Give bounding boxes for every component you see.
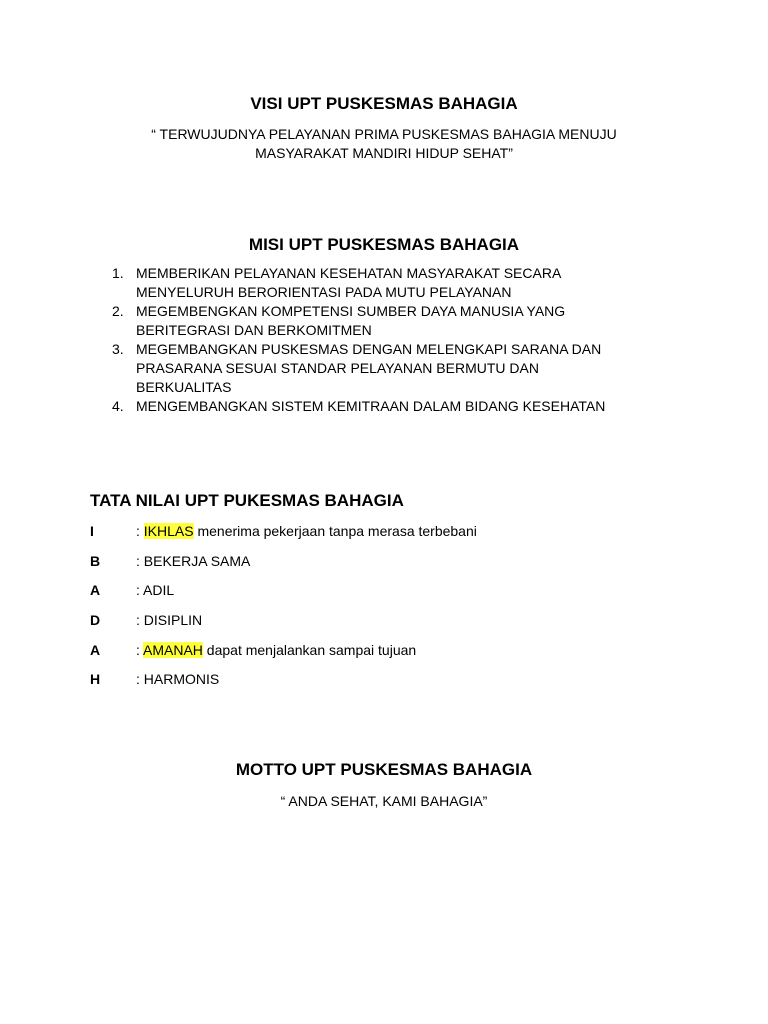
misi-item-line: MENYELURUH BERORIENTASI PADA MUTU PELAYANAN	[136, 284, 512, 300]
tata-nilai-prefix: : ADIL	[136, 582, 175, 598]
misi-item-line: MEMBERIKAN PELAYANAN KESEHATAN MASYARAKAT SECARA	[136, 265, 562, 281]
misi-item-number: 2.	[112, 303, 124, 319]
tata-nilai-letter: I	[90, 523, 94, 539]
tata-nilai-rest: menerima pekerjaan tanpa merasa terbebani	[193, 523, 477, 539]
tata-nilai-highlight: IKHLAS	[143, 523, 194, 539]
misi-item-2	[108, 302, 668, 340]
motto-quote: “ ANDA SEHAT, KAMI BAHAGIA”	[280, 793, 488, 809]
misi-item-line: BERITEGRASI DAN BERKOMITMEN	[136, 322, 372, 338]
tata-nilai-prefix: : BEKERJA SAMA	[136, 553, 251, 569]
tata-nilai-letter: A	[90, 582, 101, 598]
visi-quote-line-2: MASYARAKAT MANDIRI HIDUP SEHAT”	[255, 145, 513, 161]
tata-nilai-letter: H	[90, 671, 101, 687]
misi-list	[108, 264, 668, 416]
misi-title: MISI UPT PUSKESMAS BAHAGIA	[248, 235, 520, 254]
tata-nilai-letter: B	[90, 553, 101, 569]
tata-nilai-row	[90, 552, 690, 572]
misi-item-3	[108, 340, 668, 397]
tata-nilai-row	[90, 581, 690, 601]
misi-item-number: 4.	[112, 398, 124, 414]
tata-nilai-row	[90, 611, 690, 631]
tata-nilai-rest: dapat menjalankan sampai tujuan	[202, 642, 417, 658]
tata-nilai-highlight: AMANAH	[143, 642, 203, 658]
tata-nilai-prefix: : HARMONIS	[136, 671, 220, 687]
motto-title: MOTTO UPT PUSKESMAS BAHAGIA	[235, 760, 533, 779]
tata-nilai-row	[90, 641, 690, 661]
misi-item-1	[108, 264, 668, 302]
misi-item-line: PRASARANA SESUAI STANDAR PELAYANAN BERMUTU DAN	[136, 360, 539, 376]
misi-item-line: BERKUALITAS	[136, 379, 232, 395]
tata-nilai-letter: A	[90, 642, 101, 658]
tata-nilai-text	[136, 641, 416, 660]
tata-nilai-row	[90, 670, 690, 690]
tata-nilai-text	[136, 670, 219, 689]
visi-quote	[0, 125, 768, 163]
tata-nilai-row	[90, 522, 690, 542]
misi-item-line: MEGEMBANGKAN PUSKESMAS DENGAN MELENGKAPI SARANA DAN	[136, 341, 602, 357]
tata-nilai-letter: D	[90, 612, 101, 628]
tata-nilai-title: TATA NILAI UPT PUKESMAS BAHAGIA	[90, 491, 404, 510]
visi-title: VISI UPT PUSKESMAS BAHAGIA	[250, 94, 518, 113]
misi-item-line: MENGEMBANGKAN SISTEM KEMITRAAN DALAM BIDANG KESEHATAN	[136, 398, 606, 414]
tata-nilai-prefix: :	[136, 642, 144, 658]
misi-item-line: MEGEMBENGKAN KOMPETENSI SUMBER DAYA MANUSIA YANG	[136, 303, 566, 319]
tata-nilai-prefix: :	[136, 523, 144, 539]
tata-nilai-prefix: : DISIPLIN	[136, 612, 203, 628]
tata-nilai-text	[136, 611, 202, 630]
tata-nilai-text	[136, 522, 477, 541]
misi-item-number: 3.	[112, 341, 124, 357]
misi-item-number: 1.	[112, 265, 124, 281]
tata-nilai-text	[136, 552, 250, 571]
tata-nilai-text	[136, 581, 174, 600]
visi-quote-line-1: “ TERWUJUDNYA PELAYANAN PRIMA PUSKESMAS BAHAGIA MENUJU	[151, 126, 617, 142]
misi-item-4	[108, 397, 668, 416]
